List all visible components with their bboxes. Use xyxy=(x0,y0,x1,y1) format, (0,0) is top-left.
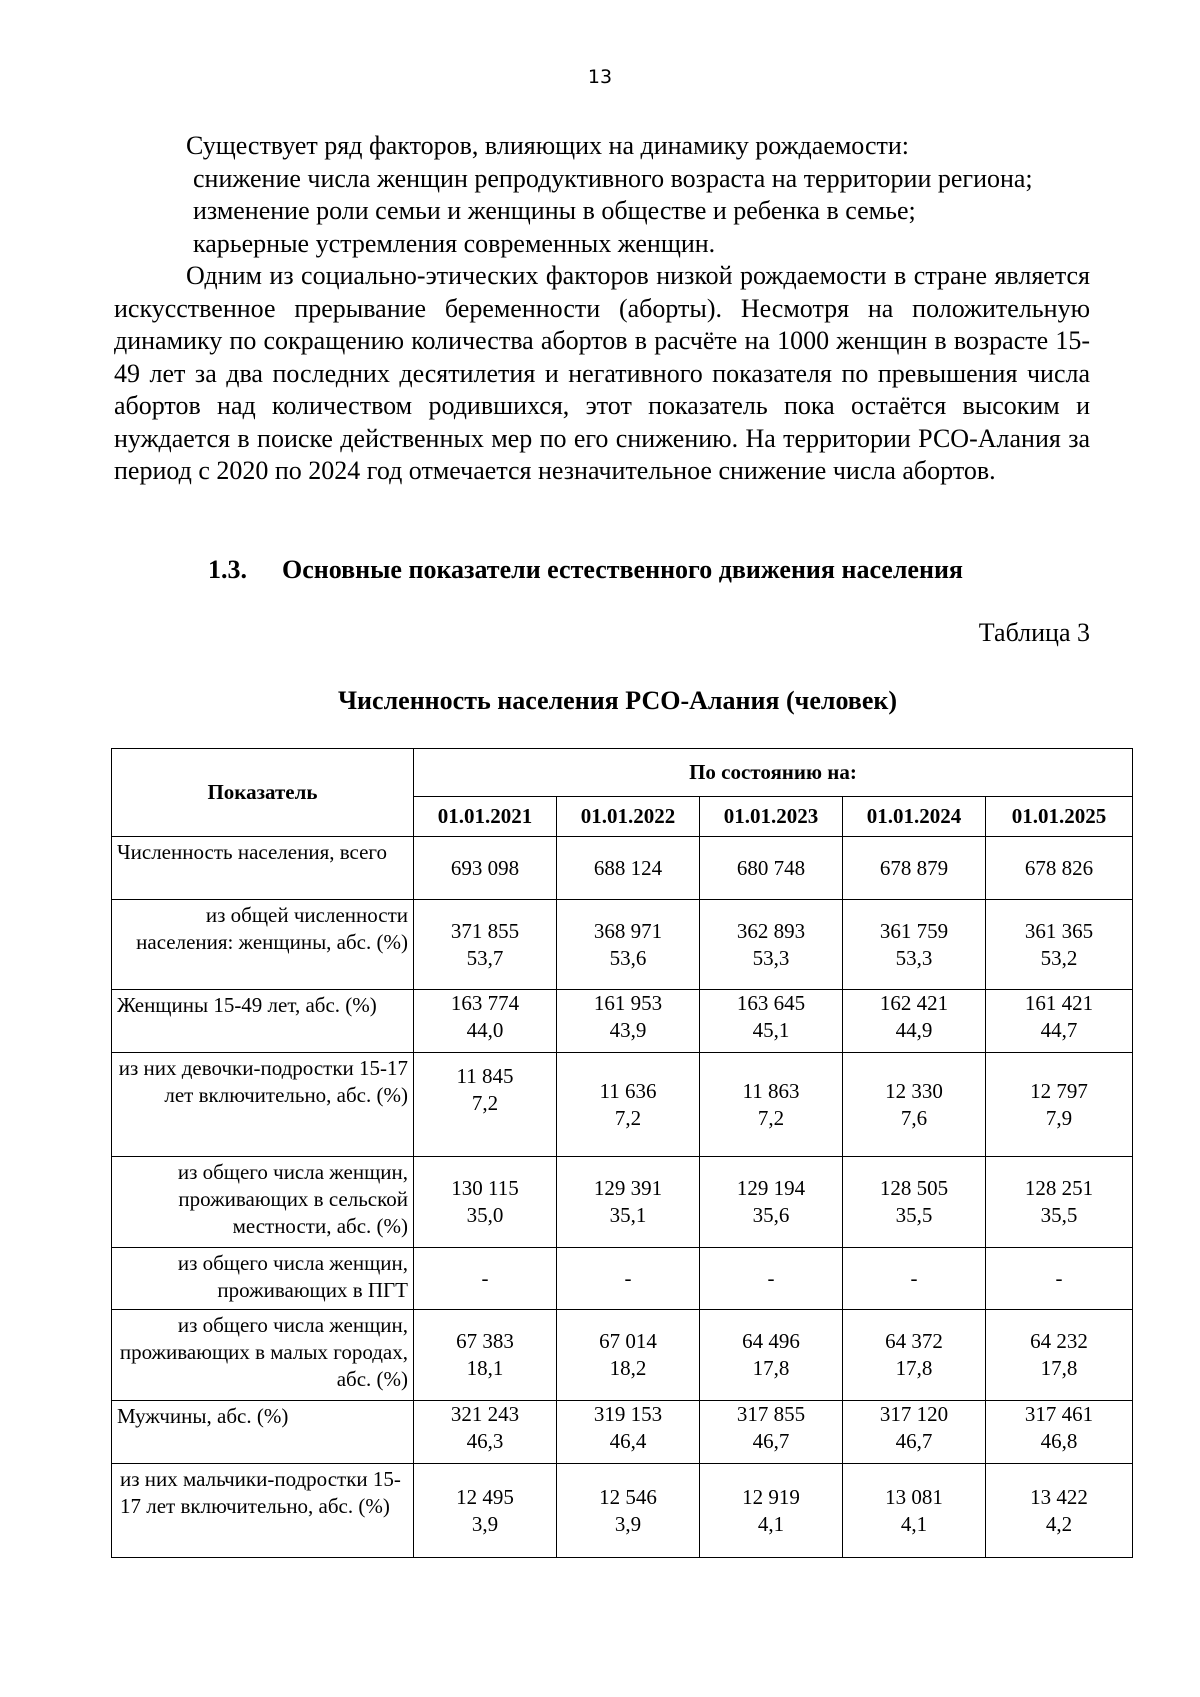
table-cell xyxy=(843,837,986,900)
value-pct: 53,6 xyxy=(609,945,647,970)
table-row xyxy=(112,1401,1133,1464)
table-cell xyxy=(700,837,843,900)
table-row xyxy=(112,900,1133,990)
table-cell xyxy=(557,1310,700,1401)
table-row xyxy=(112,1053,1133,1157)
value-abs: 361 365 xyxy=(1024,918,1094,943)
value-pct: 35,5 xyxy=(895,1203,933,1227)
value-abs: 13 422 xyxy=(1030,1484,1088,1509)
intro-line: Существует ряд факторов, влияющих на динамику рождаемости: xyxy=(186,131,909,160)
value-pct: 7,2 xyxy=(614,1105,642,1130)
value-abs: 128 505 xyxy=(879,1176,949,1200)
value-pct: 17,8 xyxy=(1040,1356,1078,1380)
table-cell xyxy=(700,990,843,1053)
table-label: Таблица 3 xyxy=(978,618,1090,647)
value-pct: 3,9 xyxy=(471,1511,499,1536)
table-cell xyxy=(843,900,986,990)
value-abs: 130 115 xyxy=(451,1176,519,1200)
value-pct: 46,8 xyxy=(1040,1429,1078,1453)
value-abs: 371 855 xyxy=(450,918,520,943)
table-row xyxy=(112,1310,1133,1401)
value-abs: 163 774 xyxy=(450,991,520,1015)
table-cell xyxy=(557,1053,700,1157)
value-abs: 368 971 xyxy=(593,918,663,943)
value-pct: 7,6 xyxy=(900,1105,928,1130)
value-pct: 46,7 xyxy=(752,1429,790,1453)
table-cell xyxy=(414,1310,557,1401)
value-abs: 317 855 xyxy=(736,1402,806,1426)
value-abs: 11 863 xyxy=(742,1078,800,1103)
value-abs: 64 372 xyxy=(885,1329,943,1353)
value-abs: 163 645 xyxy=(736,991,806,1015)
value-pct: 17,8 xyxy=(895,1356,933,1380)
value-pct: 46,4 xyxy=(609,1429,647,1453)
value-abs: 678 826 xyxy=(1024,855,1094,880)
value-pct: 18,2 xyxy=(609,1356,647,1380)
abortion-paragraph: Одним из социально-этических факторов низкой рождаемости в стране является искусственное прерывание беременности (аборты). Несмотря на положительную динамику по сокращению количества абортов в расчёте на 1000 женщин в возрасте 15-49 лет за два последних десятилетия и негативного показателя по превышения числа абортов над количеством родившихся, этот показатель пока остаётся высоким и нуждается в поиске действенных мер по его снижению. На территории РСО-Алания за период с 2020 по 2024 год отмечается незначительное снижение числа абортов. xyxy=(114,261,1090,485)
table-cell xyxy=(843,1464,986,1558)
value-pct: 3,9 xyxy=(614,1511,642,1536)
value-abs: 129 391 xyxy=(593,1176,663,1200)
value-abs: - xyxy=(910,1266,918,1290)
header-date: 01.01.2021 xyxy=(414,797,557,837)
row-label: из общей численности населения: женщины, абс. (%) xyxy=(112,900,414,990)
value-pct: 18,1 xyxy=(466,1356,504,1380)
row-label: Численность населения, всего xyxy=(112,837,414,900)
value-pct: 44,0 xyxy=(466,1018,504,1042)
value-abs: 12 919 xyxy=(742,1484,800,1509)
value-abs: 321 243 xyxy=(450,1402,520,1426)
value-abs: 693 098 xyxy=(450,855,520,880)
header-date: 01.01.2023 xyxy=(700,797,843,837)
intro-line: карьерные устремления современных женщин. xyxy=(193,228,716,258)
header-date: 01.01.2024 xyxy=(843,797,986,837)
row-label: Мужчины, абс. (%) xyxy=(112,1401,414,1464)
value-pct: 35,6 xyxy=(752,1203,790,1227)
table-cell xyxy=(414,837,557,900)
value-pct: 7,9 xyxy=(1045,1105,1073,1130)
value-abs: 680 748 xyxy=(736,855,806,880)
table-row xyxy=(112,990,1133,1053)
value-abs: 161 421 xyxy=(1024,991,1094,1015)
table-cell xyxy=(986,1248,1133,1310)
row-label: Женщины 15-49 лет, абс. (%) xyxy=(112,990,414,1053)
table-row xyxy=(112,1464,1133,1558)
table-cell xyxy=(414,900,557,990)
value-pct: 35,5 xyxy=(1040,1203,1078,1227)
section-title: Основные показатели естественного движения населения xyxy=(282,555,964,584)
value-abs: 161 953 xyxy=(593,991,663,1015)
table-cell xyxy=(843,1157,986,1248)
value-abs: 11 636 xyxy=(599,1078,657,1103)
section-number: 1.3. xyxy=(208,555,247,584)
table-cell xyxy=(700,900,843,990)
table-cell xyxy=(700,1157,843,1248)
value-pct: 17,8 xyxy=(752,1356,790,1380)
table-cell xyxy=(700,1053,843,1157)
value-abs: - xyxy=(1055,1266,1063,1290)
value-pct: 7,2 xyxy=(471,1091,499,1115)
value-pct: 4,1 xyxy=(757,1511,785,1536)
value-abs: 317 120 xyxy=(879,1402,949,1426)
table-cell xyxy=(557,837,700,900)
row-label: из них девочки-подростки 15-17 лет включительно, абс. (%) xyxy=(112,1053,414,1157)
intro-line: снижение числа женщин репродуктивного возраста на территории региона; xyxy=(193,163,1033,193)
header-indicator: Показатель xyxy=(112,749,414,837)
value-abs: - xyxy=(767,1266,775,1290)
value-abs: 12 797 xyxy=(1030,1078,1088,1103)
table-cell xyxy=(843,990,986,1053)
value-pct: 53,3 xyxy=(895,945,933,970)
section-heading xyxy=(208,555,963,585)
intro-line: изменение роли семьи и женщины в обществе и ребенка в семье; xyxy=(193,196,916,225)
row-label: из общего числа женщин, проживающих в ПГТ xyxy=(112,1248,414,1310)
table-row xyxy=(112,1157,1133,1248)
table-row xyxy=(112,1248,1133,1310)
value-abs: 13 081 xyxy=(885,1484,943,1509)
row-label: из них мальчики-подростки 15-17 лет включительно, абс. (%) xyxy=(112,1464,414,1558)
table-cell xyxy=(557,900,700,990)
value-pct: 35,0 xyxy=(466,1203,504,1227)
value-pct: 44,9 xyxy=(895,1018,933,1042)
table-cell xyxy=(986,1157,1133,1248)
value-pct: 46,7 xyxy=(895,1429,933,1453)
table-cell xyxy=(414,1053,557,1157)
table-cell xyxy=(843,1053,986,1157)
header-as-of: По состоянию на: xyxy=(414,749,1133,797)
value-abs: 64 232 xyxy=(1030,1329,1088,1353)
value-abs: 162 421 xyxy=(879,991,949,1015)
row-label: из общего числа женщин, проживающих в малых городах, абс. (%) xyxy=(112,1310,414,1401)
table-row xyxy=(112,837,1133,900)
table-cell xyxy=(557,1464,700,1558)
value-abs: 678 879 xyxy=(879,855,949,880)
table-cell xyxy=(557,990,700,1053)
header-date: 01.01.2022 xyxy=(557,797,700,837)
table-cell xyxy=(986,837,1133,900)
value-pct: 43,9 xyxy=(609,1018,647,1042)
value-pct: 45,1 xyxy=(752,1018,790,1042)
table-cell xyxy=(986,1464,1133,1558)
table-cell xyxy=(986,990,1133,1053)
value-pct: 4,1 xyxy=(900,1511,928,1536)
table-cell xyxy=(700,1401,843,1464)
table-cell xyxy=(986,900,1133,990)
table-cell xyxy=(414,1157,557,1248)
value-pct: 35,1 xyxy=(609,1203,647,1227)
value-abs: 361 759 xyxy=(879,918,949,943)
value-abs: 12 495 xyxy=(456,1484,514,1509)
table-cell xyxy=(414,1464,557,1558)
table-cell xyxy=(843,1401,986,1464)
header-date: 01.01.2025 xyxy=(986,797,1133,837)
page-number: 13 xyxy=(587,66,613,88)
table-cell xyxy=(557,1248,700,1310)
table-cell xyxy=(414,1401,557,1464)
table-cell xyxy=(700,1464,843,1558)
table-cell xyxy=(557,1401,700,1464)
table-cell xyxy=(843,1248,986,1310)
value-abs: 362 893 xyxy=(736,918,806,943)
row-label: из общего числа женщин, проживающих в сельской местности, абс. (%) xyxy=(112,1157,414,1248)
value-abs: 11 845 xyxy=(456,1064,514,1088)
value-pct: 7,2 xyxy=(757,1105,785,1130)
value-abs: 67 014 xyxy=(599,1329,657,1353)
value-pct: 53,2 xyxy=(1040,945,1078,970)
value-pct: 53,7 xyxy=(466,945,504,970)
value-abs: 129 194 xyxy=(736,1176,806,1200)
table-cell xyxy=(700,1248,843,1310)
table-cell xyxy=(700,1310,843,1401)
value-abs: 64 496 xyxy=(742,1329,800,1353)
value-abs: 12 546 xyxy=(599,1484,657,1509)
table-cell xyxy=(557,1157,700,1248)
value-pct: 44,7 xyxy=(1040,1018,1078,1042)
table-cell xyxy=(986,1053,1133,1157)
value-abs: 128 251 xyxy=(1024,1176,1094,1200)
table-title: Численность населения РСО-Алания (человек) xyxy=(337,686,898,715)
value-abs: 319 153 xyxy=(593,1402,663,1426)
value-abs: 12 330 xyxy=(885,1078,943,1103)
value-abs: 688 124 xyxy=(593,855,663,880)
population-table xyxy=(111,748,1133,1558)
value-abs: 67 383 xyxy=(456,1329,514,1353)
value-abs: 317 461 xyxy=(1024,1402,1094,1426)
table-cell xyxy=(986,1310,1133,1401)
value-pct: 53,3 xyxy=(752,945,790,970)
value-abs: - xyxy=(624,1266,632,1290)
table-cell xyxy=(986,1401,1133,1464)
table-cell xyxy=(414,1248,557,1310)
value-abs: - xyxy=(481,1266,489,1290)
table-cell xyxy=(843,1310,986,1401)
table-cell xyxy=(414,990,557,1053)
intro-factors xyxy=(114,130,1090,260)
value-pct: 46,3 xyxy=(466,1429,504,1453)
value-pct: 4,2 xyxy=(1045,1511,1073,1536)
